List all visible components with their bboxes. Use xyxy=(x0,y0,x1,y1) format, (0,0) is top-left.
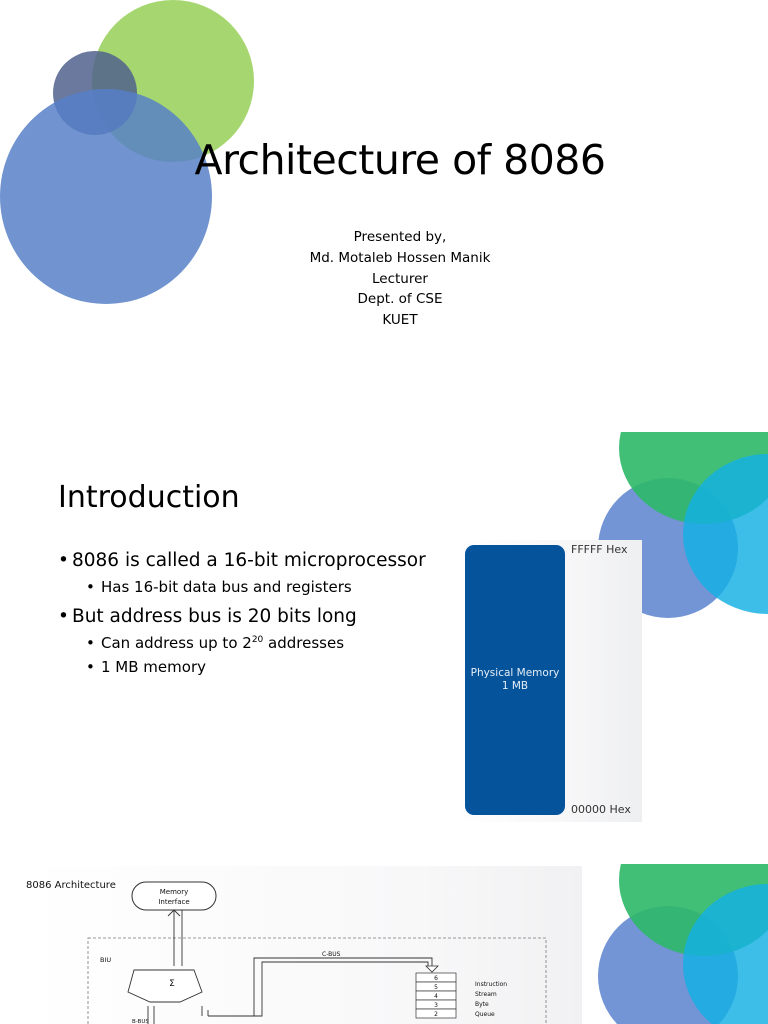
department: Dept. of CSE xyxy=(357,291,443,308)
architecture-diagram xyxy=(22,866,582,1024)
introduction-slide xyxy=(0,432,768,832)
bullet-list xyxy=(58,550,438,682)
memory-label xyxy=(465,667,565,693)
queue-label-line: Instruction xyxy=(475,981,508,988)
presenter-role: Lecturer xyxy=(372,270,428,287)
memory-image xyxy=(457,540,642,822)
sigma-symbol: Σ xyxy=(169,979,175,989)
memory-interface-line1: Memory xyxy=(159,888,189,896)
queue-number: 2 xyxy=(434,1011,438,1018)
adder-shape xyxy=(128,970,202,1002)
bullet-item: • But address bus is 20 bits long xyxy=(58,606,438,627)
c-bus-line-lower xyxy=(208,962,428,1016)
queue-label-line: Stream xyxy=(475,991,497,998)
queue-number: 4 xyxy=(434,993,438,1000)
bottom-address: 00000 Hex xyxy=(571,803,631,816)
presenter-name: Md. Motaleb Hossen Manik xyxy=(309,249,491,266)
memory-label-line2: 1 MB xyxy=(501,680,529,692)
exponent: 20 xyxy=(251,635,264,645)
bullet-item: • 8086 is called a 16-bit microprocessor xyxy=(58,550,438,571)
memory-interface-line2: Interface xyxy=(158,898,190,906)
b-bus-label: B-BUS xyxy=(132,1019,149,1024)
b-bus-line xyxy=(148,1006,154,1024)
queue-number: 5 xyxy=(434,984,438,991)
address-suffix: addresses xyxy=(263,634,345,652)
internal-bus-line xyxy=(202,1006,208,1016)
c-bus-line xyxy=(254,958,432,1016)
slide-title: Architecture of 8086 xyxy=(194,136,606,184)
sub-bullet-item: • Has 16-bit data bus and registers xyxy=(86,578,438,596)
queue-label-line: Byte xyxy=(475,1001,489,1008)
queue-number: 6 xyxy=(434,975,438,982)
presented-by-text: Presented by, xyxy=(353,229,447,245)
diagram-svg xyxy=(22,866,582,1024)
c-bus-label: C-BUS xyxy=(322,951,341,958)
memory-label-line1: Physical Memory xyxy=(470,667,560,679)
address-text: Can address up to 2 xyxy=(101,634,252,652)
presenter-info xyxy=(250,227,550,331)
queue-number: 3 xyxy=(434,1002,438,1009)
institution: KUET xyxy=(382,312,418,329)
large-blue-circle xyxy=(0,89,212,304)
queue-label-line: Queue xyxy=(475,1011,495,1018)
architecture-slide xyxy=(0,864,768,1024)
instruction-queue xyxy=(416,973,456,1018)
slide-title: Introduction xyxy=(58,480,240,515)
queue-arrow xyxy=(426,966,438,972)
biu-label: BIU xyxy=(100,956,112,964)
diagram-title: 8086 Architecture xyxy=(26,880,116,891)
top-address: FFFFF Hex xyxy=(571,543,628,556)
sub-bullet-item: • 1 MB memory xyxy=(86,658,438,676)
physical-memory-block xyxy=(465,545,565,815)
sub-bullet-item xyxy=(86,634,438,652)
title-slide xyxy=(0,0,768,392)
